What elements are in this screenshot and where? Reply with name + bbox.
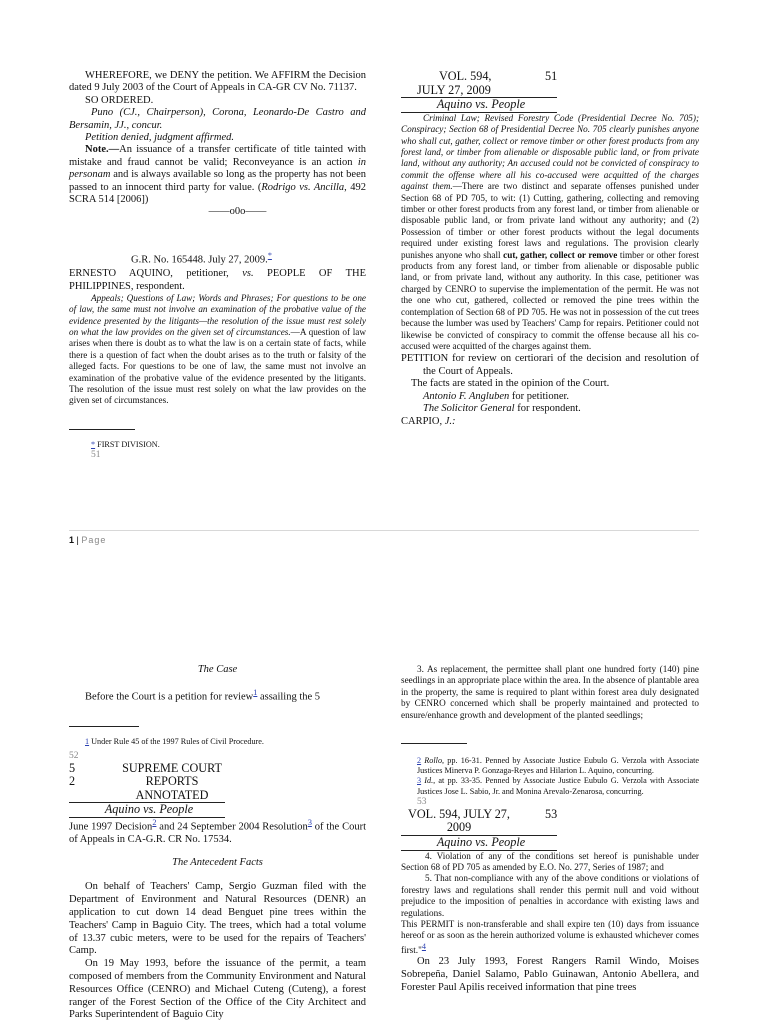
footnote-2: 2 Rollo, pp. 16-31. Penned by Associate Justice Eubulo G. Verzola with Associate Justices Minerva P. Gonzaga-Reyes and Hilarion L. Aquino, concurring.: [417, 756, 700, 776]
note-paragraph: Note.—An issuance of a transfer certificate of title tainted with mistake and fraud cannot be valid; Reconveyance is an action in personam and is always available so long as the property has not been passed to an innocent third party for value. (Rodrigo vs. Ancilla, 492 SCRA 514 [2006]): [69, 144, 367, 206]
june-paragraph: June 1997 Decision$^2$ and 24 September 2004 Resolution$^3$ of the Court of Appeals in CA-G.R. CR No. 17534.: [69, 817, 367, 846]
page-label: Page: [81, 535, 107, 545]
ponente: CARPIO, J.:: [401, 415, 456, 427]
before-paragraph: Before the Court is a petition for review$^1$ assailing the 5: [85, 688, 321, 703]
running-header: VOL. 594, 51: [439, 69, 558, 83]
page-marker: 51: [91, 450, 101, 461]
condition-5: 5. That non-compliance with any of the above conditions or violations of forestry laws and regulations shall render this permit null and void without prejudice to the imposition of penalties in accordance with existing laws and regulations.: [401, 873, 699, 918]
page2-right-column: [401, 664, 699, 995]
so-ordered: SO ORDERED.: [85, 94, 154, 106]
parties: ERNESTO AQUINO, petitioner, vs. PEOPLE OF THE PHILIPPINES, respondent.: [69, 267, 366, 292]
facts-paragraph-2: On 19 May 1993, before the issuance of the permit, a team composed of members from the Community Environment and Natural Resources Office (CENRO) and Michael Cuteng (Cuteng), a forest ranger of the Forest Section of the Office of the City Architect and Parks Superintendent of Baguio City: [69, 958, 366, 1021]
rangers-paragraph: On 23 July 1993, Forest Rangers Ramil Windo, Moises Sobrepeña, Daniel Salamo, Pablo Guinawan, Antonio Abellera, and Forester Paul Apilis received information that pine trees: [401, 956, 699, 993]
condition-4: 4. Violation of any of the conditions set hereof is punishable under Section 68 of PD 705 as amended by E.O. No. 277, Series of 1987; and: [401, 850, 699, 873]
footnote-rule: [401, 743, 467, 744]
syllabus-criminal-law: Criminal Law; Revised Forestry Code (Presidential Decree No. 705); Conspiracy; Section 68 of Presidential Decree No. 705 clearly punishes anyone who shall cut, gather, collect or remove timber or other forest products from any forest land, or timber from alienable or disposable public land, or from private land, without any authority; An accused could not be convicted of conspiracy to commit the offense where all his co-accused were acquitted of the charges against them.—There are two distinct and separate offenses punished under Section 68 of PD 705, to wit: (1) Cutting, gathering, collecting and removing timber or other forest products from any forest land, or timber from alienable or disposable public land, or from private land without any authority; and (2) Possession of timber or other forest products without the legal documents required under existing forest laws and regulations. The provision clearly punishes anyone who shall cut, gather, collect or remove timber or other forest products from any forest land, or timber from alienable or disposable public land, or from private land, without any authority. In this case, petitioner was charged by CENRO to supervise the implementation of the permit. He was not the one who cut, gathered, collected or removed the pine trees within the contemplation of Section 68 of PD 705. He was not in possession of the cut trees because the lumber was used by Teachers' Camp for repairs. Petitioner could not likewise be convicted of conspiracy to commit the offense because all his co-accused were acquitted of the charges against them.: [401, 112, 700, 351]
footnote-mark[interactable]: *: [91, 439, 96, 449]
counsel-respondent: The Solicitor General for respondent.: [423, 403, 581, 415]
header-date: JULY 27, 2009: [417, 82, 491, 97]
footnote-rule: [69, 429, 135, 430]
page2-left-column: [69, 664, 366, 1022]
footnote-1: 1 Under Rule 45 of the 1997 Rules of Civil Procedure.: [85, 737, 264, 747]
case-title: Aquino vs. People: [436, 835, 526, 850]
facts-line: The facts are stated in the opinion of the Court.: [411, 378, 610, 390]
footnote-ref-1[interactable]: 1: [253, 688, 258, 698]
page1-left-column: [69, 70, 366, 461]
gr-number: G.R. No. 165448. July 27, 2009.*: [131, 250, 272, 266]
wherefore-paragraph: WHEREFORE, we DENY the petition. We AFFIRM the Decision dated 9 July 2003 of the Court of Appeals in CA-GR CV No. 71137.: [69, 70, 366, 94]
syllabus-appeals: Appeals; Questions of Law; Words and Phrases; For questions to be one of law, the same must not involve an examination of the probative value of the evidence presented by the litigants—the resolution of the issue must rest solely on what the law provides on the given set of circumstances.—A question of law arises when there is doubt as to what the law is on a certain state of facts, while there is a question of fact when the doubt arises as to the truth or falsity of the alleged facts. For questions to be one of law, the same must not involve an examination of the probative value of the evidence presented by the litigants. The resolution of the issue must rest solely on what the law provides on the given set of circumstances.: [69, 292, 366, 406]
heading-antecedent-facts: The Antecedent Facts: [172, 856, 263, 868]
page-number: 1: [69, 535, 75, 545]
facts-paragraph-1: On behalf of Teachers' Camp, Sergio Guzman filed with the Department of Environment and Natural Resources (DENR) an application to cut down 14 dead Benguet pine trees within the Teachers' Camp in Baguio City. The trees, which had a total volume of 13.37 cubic meters, were to be used for the repairs of Teachers' Camp.: [69, 881, 366, 957]
page-marker: 52: [69, 750, 79, 761]
heading-the-case: The Case: [197, 664, 238, 675]
footnote-3: 3 Id., at pp. 33-35. Penned by Associate Justice Eubulo G. Verzola with Associate Justices Jose L. Sabio, Jr. and Monina Arevalo-Zenarosa, concurring.: [417, 776, 699, 796]
page-footer: 1 | Page: [69, 535, 107, 545]
section-divider: ——o0o——: [208, 206, 267, 218]
footnote-rule: [69, 726, 139, 727]
page-marker: 53: [417, 796, 427, 807]
case-title: Aquino vs. People: [436, 97, 526, 112]
disposition: Petition denied, judgment affirmed.: [85, 132, 235, 144]
running-header: VOL. 594, JULY 27, 2009 53: [408, 806, 558, 835]
permit-clause: This PERMIT is non-transferable and shall expire ten (10) days from issuance hereof or as soon as the herein authorized volume is exhausted whichever comes first."$^4$: [401, 919, 699, 955]
concurrence: Puno (CJ., Chairperson), Corona, Leonardo-De Castro and Bersamin, JJ., concur.: [69, 107, 366, 131]
footnote-ref[interactable]: *: [267, 250, 272, 260]
condition-3: 3. As replacement, the permittee shall plant one hundred forty (140) pine seedlings in an appropriate place within the area. In the absence of plantable area in the property, the same is required to plant within forest area duly designated by CENRO concerned which shall be properly maintained and protected to ensure/enhance growth and development of the planted seedlings;: [401, 664, 699, 720]
running-header: 5 2 SUPREME COURT REPORTS ANNOTATED: [69, 760, 222, 802]
page1-right-column: [401, 70, 699, 428]
page-break-line: [69, 530, 699, 531]
case-title: Aquino vs. People: [104, 802, 194, 817]
footnote-first-division: * FIRST DIVISION.: [91, 439, 160, 449]
counsel-petitioner: Antonio F. Angluben for petitioner.: [423, 390, 570, 402]
petition-line: PETITION for review on certiorari of the decision and resolution of the Court of Appeals.: [401, 353, 699, 378]
